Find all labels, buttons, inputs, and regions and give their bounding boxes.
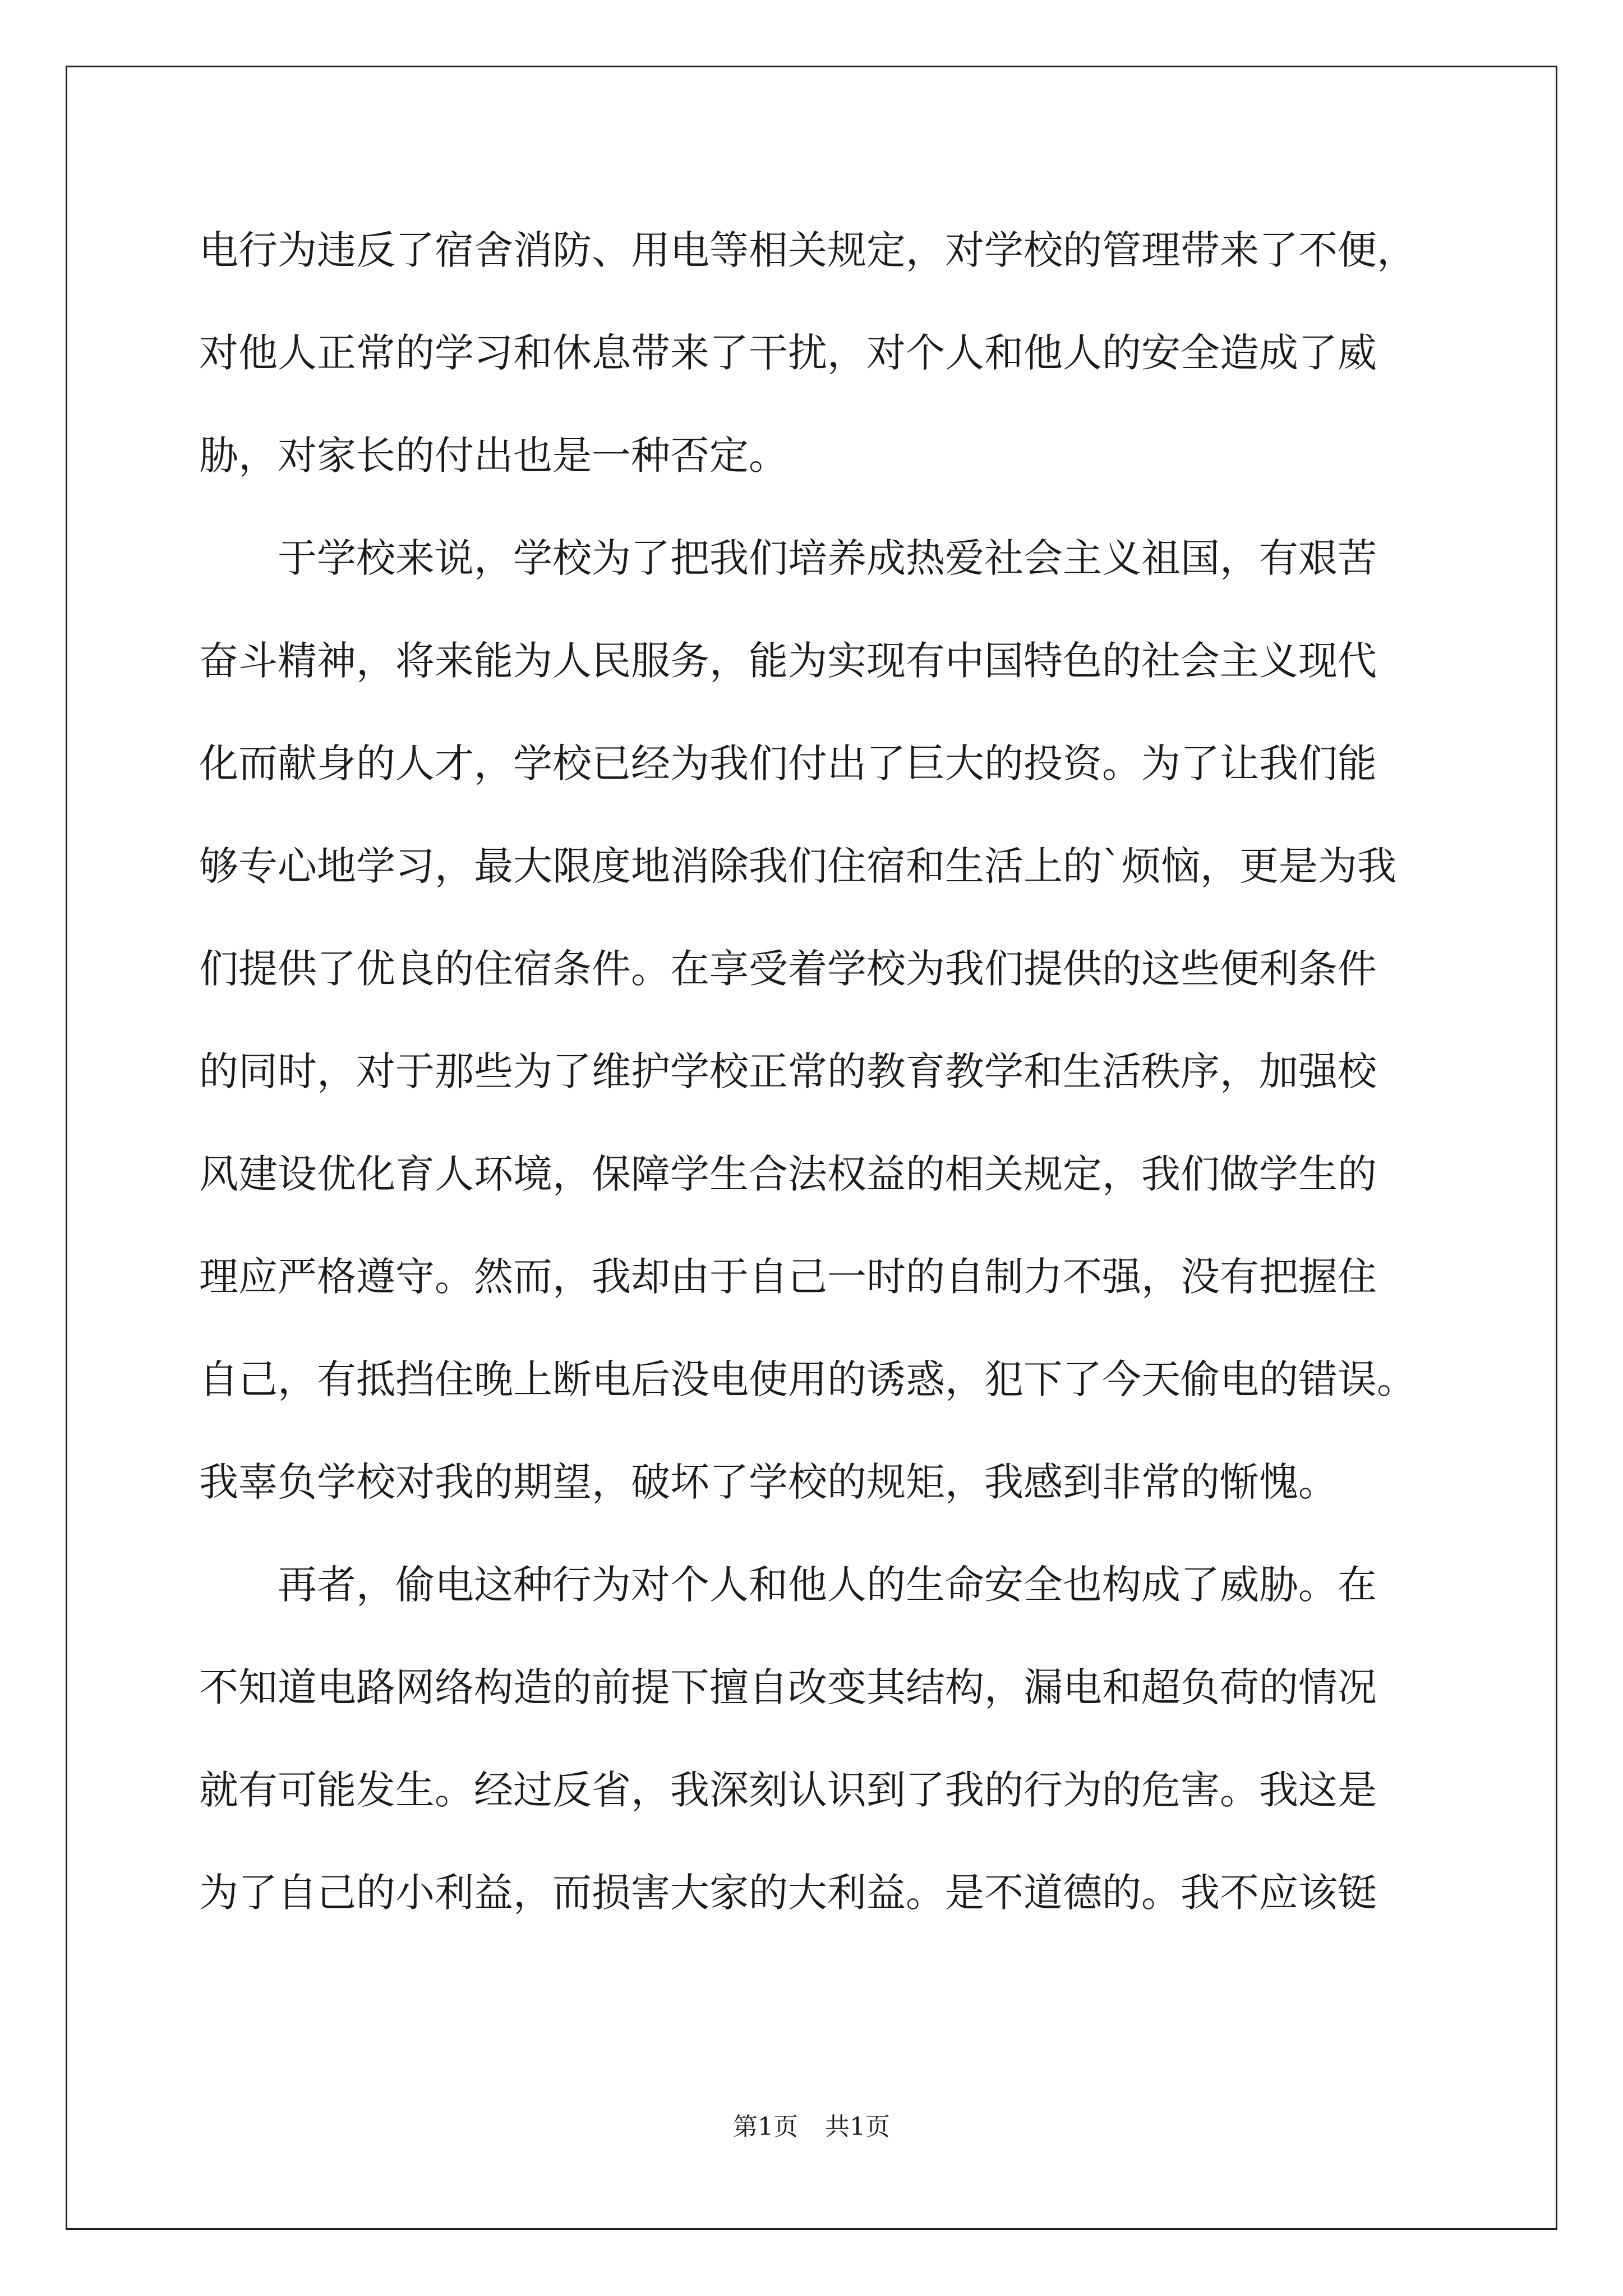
text-line-14: 再者，偷电这种行为对个人和他人的生命安全也构成了威胁。在: [278, 1562, 1377, 1608]
text-line-3: 胁，对家长的付出也是一种否定。: [199, 432, 788, 478]
text-line-8: 们提供了优良的住宿条件。在享受着学校为我们提供的这些便利条件: [199, 946, 1377, 992]
text-line-13: 我辜负学校对我的期望，破坏了学校的规矩，我感到非常的惭愧。: [199, 1459, 1338, 1505]
text-line-11: 理应严格遵守。然而，我却由于自己一时的自制力不强，没有把握住: [199, 1254, 1377, 1300]
page-number-current: 第1页: [733, 2113, 798, 2141]
text-line-17: 为了自己的小利益，而损害大家的大利益。是不道德的。我不应该铤: [199, 1870, 1377, 1916]
document-body: [199, 199, 1433, 1944]
text-line-4: 于学校来说，学校为了把我们培养成热爱社会主义祖国，有艰苦: [278, 535, 1377, 581]
text-line-2: 对他人正常的学习和休息带来了干扰，对个人和他人的安全造成了威: [199, 330, 1377, 376]
text-line-10: 风建设优化育人环境，保障学生合法权益的相关规定，我们做学生的: [199, 1151, 1377, 1197]
text-line-15: 不知道电路网络构造的前提下擅自改变其结构，漏电和超负荷的情况: [199, 1664, 1377, 1710]
text-line-16: 就有可能发生。经过反省，我深刻认识到了我的行为的危害。我这是: [199, 1767, 1377, 1813]
text-line-9: 的同时，对于那些为了维护学校正常的教育教学和生活秩序，加强校: [199, 1048, 1377, 1094]
text-line-12: 自己，有抵挡住晚上断电后没电使用的诱惑，犯下了今天偷电的错误。: [199, 1356, 1416, 1402]
text-line-5: 奋斗精神，将来能为人民服务，能为实现有中国特色的社会主义现代: [199, 638, 1377, 684]
page-number-total: 共1页: [825, 2113, 890, 2141]
text-line-1: 电行为违反了宿舍消防、用电等相关规定，对学校的管理带来了不便，: [199, 227, 1416, 273]
text-line-7: 够专心地学习，最大限度地消除我们住宿和生活上的`烦恼，更是为我: [199, 843, 1396, 889]
text-line-6: 化而献身的人才，学校已经为我们付出了巨大的投资。为了让我们能: [199, 740, 1377, 786]
page-footer: [0, 2106, 1623, 2142]
